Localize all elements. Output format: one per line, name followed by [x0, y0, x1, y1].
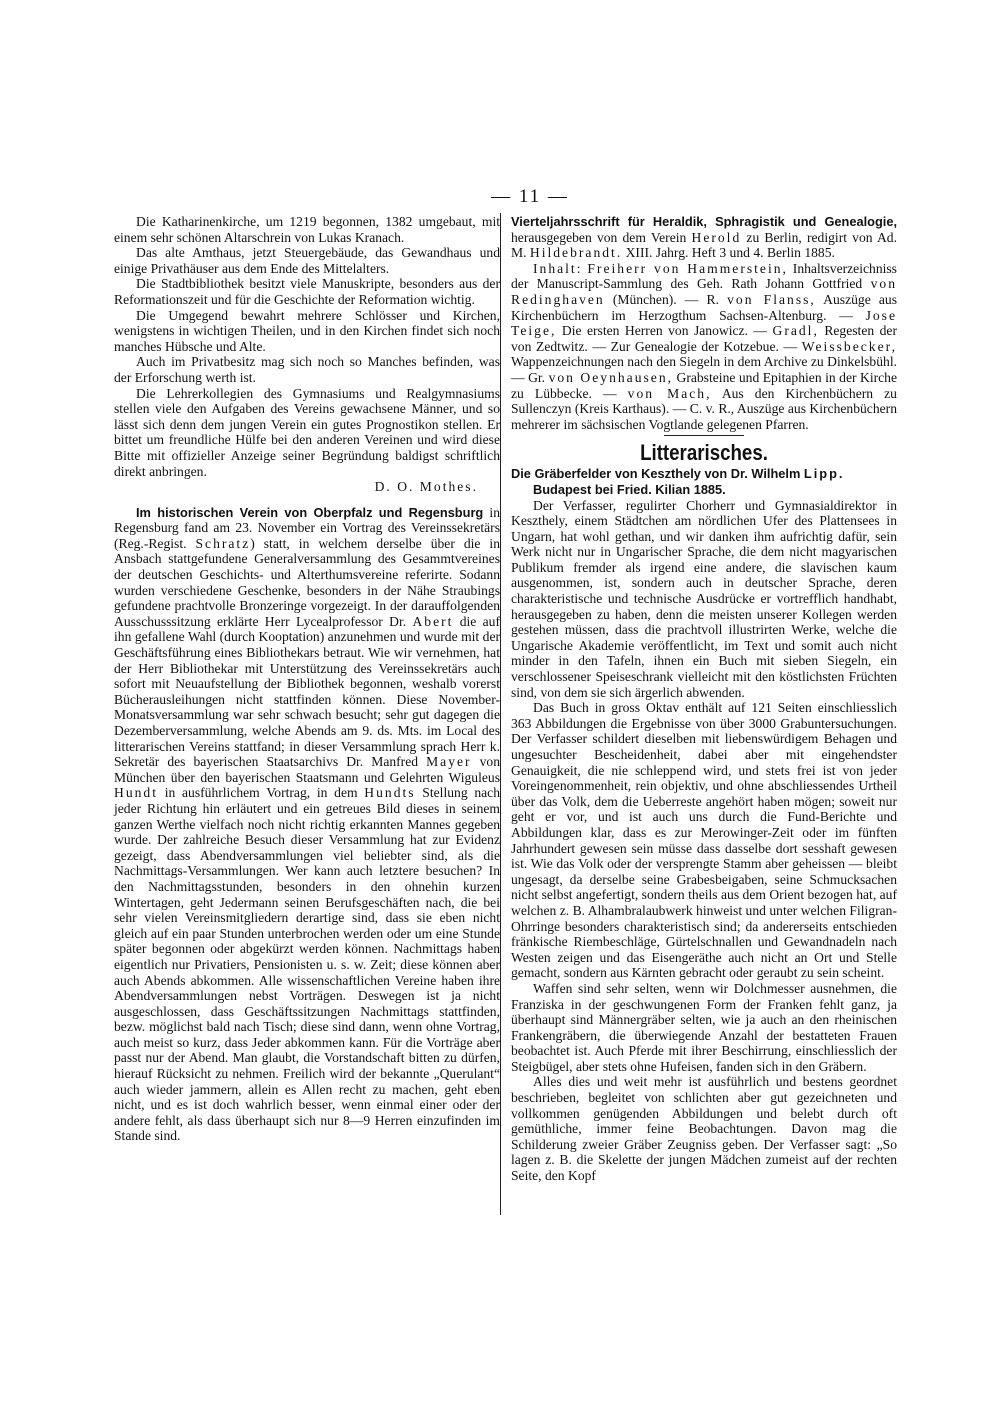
page-number: — 11 — — [491, 186, 569, 207]
text-run: XIII. Jahrg. Heft 3 und 4. Berlin 1885. — [622, 245, 835, 261]
text-run: (München). — R. — [604, 291, 728, 307]
text-run: Aus den Kirchenbüchern zu Sullenczyn (Kreis Karthaus). — C. v. R., Auszüge aus Kirchenbüchern mehrerer im sächsischen Vogtlande gelegenen Pfarren. — [511, 385, 897, 432]
paragraph: Die Katharinenkirche, um 1219 begonnen, 1382 umgebaut, mit einem sehr schönen Altarschrein von Lukas Kranach. — [114, 214, 500, 245]
text-run: ) statt, in welchem derselbe über die in Ansbach stattgefundene Generalversammlung des Gesammtvereines der deutschen Geschichts- und Alterthumsvereine referirte. Sodann wurden verschiedene Geschenke, besonders in der Nähe Straubings gefundene prachtvolle Bronzeringe vorgezeigt. In der darauffolgenden Ausschusssitzung erklärte Herr Lycealprofessor Dr. — [114, 535, 500, 629]
paragraph: Der Verfasser, regulirter Chorherr und Gymnasialdirektor in Keszthely, einem Städtchen am nördlichen Ufer des Plattensees in Ungarn, hat wohl gethan, und wir danken ihm aufrichtig dafür, sein Werk nicht nur in Ungarischer Sprache, die dem nicht magyarischen Publikum fremder als irgend eine andere, die slavischen kaum ausgenommen, ist, sondern auch in deutscher Sprache, deren charakteristische und technische Ausdrücke er vortrefflich handhabt, herausgegeben zu haben, denn die meisten unserer Kollegen werden gestehen müssen, dass die prachtvoll illustrirten Werke, welche die Ungarische Akademie veröffentlicht, im Text und somit auch nicht minder in den Tafeln, ihnen ein Buch mit sieben Siegeln, ein verschlossener Speiseschrank vielleicht mit den köstlichsten Früchten sind, von dem sie sich ärgerlich abwenden. — [511, 497, 897, 700]
regensburg-report — [114, 505, 500, 1144]
text-run: von München über den bayerischen Staatsmann und Gelehrten Wiguleus — [114, 754, 500, 785]
text-run: Auszüge aus Kirchenbüchern im Herzogthum Sachsen-Altenburg. — — [511, 291, 897, 323]
editor-name: Hildebrandt. — [529, 245, 623, 261]
text-run: in Regensburg fand am 23. November ein Vortrag des Vereinssekretärs (Reg.-Regist. — [114, 504, 500, 551]
journal-entry — [511, 214, 897, 261]
text-run: herausgegeben von dem Verein — [511, 229, 692, 245]
person-name: Gradl, — [772, 323, 819, 339]
journal-title: Vierteljahrsschrift für Heraldik, Sphragistik und Genealogie, — [511, 214, 897, 229]
journal-contents — [511, 261, 897, 433]
text-run: Die ersten Herren von Janowicz. — — [556, 323, 773, 339]
text-run: in ausführlichem Vortrag, in dem — [157, 785, 365, 801]
society-name: Herold — [691, 229, 742, 245]
paragraph: Das alte Amthaus, jetzt Steuergebäude, das Gewandhaus und einige Privathäuser aus dem Ende des Mittelalters. — [114, 245, 500, 276]
person-name: Jose Teige, — [511, 307, 897, 339]
paragraph: Die Stadtbibliothek besitzt viele Manuskripte, besonders aus der Reformationszeit und für die Geschichte der Reformation wichtig. — [114, 276, 500, 307]
paragraph: Die Umgegend bewahrt mehrere Schlösser und Kirchen, wenigstens in wichtigen Theilen, und in den Kirchen findet sich noch manches Hübsche und Alte. — [114, 307, 500, 354]
text-run: zu Berlin, redigirt von Ad. M. — [511, 229, 897, 261]
person-name: Mayer — [426, 754, 472, 770]
text-run: Wappenzeichnungen nach den Siegeln in dem Archive zu Dinkelsbühl. — Gr. — [511, 354, 897, 385]
person-name: Hundt — [114, 785, 158, 801]
column-divider — [500, 213, 501, 1215]
text-run: Regesten der von Zedtwitz. — Zur Genealogie der Kotzebue. — — [511, 323, 897, 354]
person-name: Hundts — [364, 785, 416, 801]
section-heading: Litterarisches. — [640, 440, 768, 466]
book-title — [511, 466, 897, 497]
right-column — [511, 214, 897, 1184]
text-run: Grabsteine und Epitaphien in der Kirche zu Lübbecke. — — [511, 369, 897, 401]
text-run: Budapest bei Fried. Kilian 1885. — [533, 481, 726, 497]
report-heading: Im historischen Verein von Oberpfalz und Regensburg — [136, 504, 484, 520]
paragraph: Auch im Privatbesitz mag sich noch so Manches befinden, was der Erforschung werth ist. — [114, 354, 500, 385]
text-run: die auf ihn gefallene Wahl (durch Kooptation) anzunehmen und wurde mit der Geschäftsführung eines Bibliothekars betraut. Wie wir vernehmen, hat der Herr Bibliothekar mit Unterstützung des Vereinssekretärs auch sofort mit Neuaufstellung der Bibliothek begonnen, weshalb vorerst Bücherausleihungen nicht stattfinden können. Diese November-Monatsversammlung war sehr schwach besucht; sehr gut dagegen die Dezemberversammlung, welche Abends am 9. ds. Mts. im Local des litterarischen Vereins stattfand; in dieser Versammlung sprach Herr k. Sekretär des bayerischen Staatsarchivs Dr. Manfred — [114, 613, 500, 770]
paragraph: Alles dies und weit mehr ist ausführlich und bestens geordnet beschrieben, begleitet von schlichten aber gut gezeichneten und vollkommen genügenden Abbildungen und belebt durch oft gemüthliche, immer feine Beobachtungen. Davon mag die Schilderung zweier Gräber Zeugniss geben. Der Verfasser sagt: „So lagen z. B. die Skelette der jungen Mädchen zumeist auf der rechten Seite, den Kopf — [511, 1074, 897, 1184]
paragraph: Die Lehrerkollegien des Gymnasiums und Realgymnasiums stellen viele den Aufgaben des Vereins gewachsene Männer, und so lässt sich denn dem jungen Verein ein gutes Prognostikon stellen. Er bittet um freundliche Hülfe bei den anderen Vereinen und wird diese Bitte mit offizieller Anzeige seiner Begründung baldigst schriftlich direkt anbringen. — [114, 385, 500, 479]
section-separator — [664, 435, 744, 436]
person-name: von Oeynhausen, — [548, 369, 674, 385]
paragraph: Waffen sind sehr selten, wenn wir Dolchmesser ausnehmen, die Franziska in der geschwungenen Form der Franken fehlt ganz, ja überhaupt sind Männergräber selten, wie ja auch an den rheinischen Frankengräbern, die überwiegende Anzahl der bestatteten Frauen beobachtet ist. Auch Pferde mit ihrer Beschirrung, einschliesslich der Steigbügel, aber stets ohne Hufeisen, fanden sich in den Gräbern. — [511, 980, 897, 1074]
person-name: Weissbecker, — [801, 338, 897, 354]
person-name: von Redinghaven — [511, 276, 897, 307]
left-column — [114, 214, 500, 1144]
person-name: Abert — [412, 613, 454, 629]
paragraph: Das Buch in gross Oktav enthält auf 121 Seiten einschliesslich 363 Abbildungen die Ergebnisse von über 3000 Grabuntersuchungen. Der Verfasser schildert dieselben mit liebenswürdigem Behagen und ungesuchter Bescheidenheit, dabei aber mit eingehendster Genauigkeit, die nie schleppend wird, und stets frei ist von jeder Voreingenommenheit, rein objektiv, und ohne abschliessendes Urtheil über das Volk, dem die Ueberreste angehört haben mögen; soweit nur geht er vor, und ist auch uns durch die Fund-Berichte und Abbildungen klar, dass es zur Merowinger-Zeit oder im fünften Jahrhundert gewesen sein müsse dass dasselbe dort sesshaft gewesen ist. Wie das Volk oder der versprengte Stamm aber geheissen — bleibt ungesagt, da derselbe seine Grabesbeigaben, seine Schmucksachen nicht selbst angefertigt, sondern theils aus dem Orient bezogen hat, auf welchen z. B. Alhambralaubwerk hinweist und unter welchen Filigran-Ohrringe besonders charakteristisch sind; da andererseits entschieden fränkische Riembeschläge, Gürtelschnallen und Gewandnadeln nach Westen zeigen und das Eisengeräthe auch nicht an Ort und Stelle gemacht, sondern aus Kärnten gebracht oder geraubt zu sein scheint. — [511, 700, 897, 981]
person-name: Schratz — [195, 535, 251, 551]
text-run: Die Gräberfelder von Keszthely von Dr. Wilhelm — [511, 466, 804, 482]
author-name: Lipp. — [803, 466, 845, 482]
text-run: Inhaltsverzeichniss der Manuscript-Sammlung des Geh. Rath Johann Gottfried — [511, 260, 897, 292]
text-run: Stellung nach jeder Richtung hin erläutert und ein getreues Bild dieses in seinem ganzen Werthe vielfach noch nicht richtig erkannten Mannes gegeben wurde. Der zahlreiche Besuch dieser Versammlung hat zur Evidenz gezeigt, dass Abendversammlungen viel beliebter sind, als die Nachmittags-Versammlungen. Wer kann auch letztere besuchen? In den Nachmittagsstunden, besonders in den ohnehin kurzen Wintertagen, geht Jedermann seinen Berufsgeschäften nach, die bei sehr vielen Vereinsmitgliedern derartige sind, dass sie eben nicht gleich auf ein paar Stunden unterbrochen werden oder um eine Stunde später begonnen oder abgekürzt werden können. Nachmittags haben eigentlich nur Privatiers, Pensionisten u. s. w. Zeit; diese können aber auch Abends abkommen. Alle wissenschaftlichen Vereine haben ihre Abendversammlungen nebst Vorträgen. Deswegen ist ja nicht ausgeschlossen, dass Geschäftssitzungen Nachmittags stattfinden, bezw. möglichst bald nach Tisch; diese sind dann, wenn ohne Vortrag, auch meist so kurz, dass Jeder abkommen kann. Für die Vorträge aber passt nur der Abend. Man glaubt, die Vorstandschaft bitten zu dürfen, hierauf Rücksicht zu nehmen. Freilich wird der bekannte „Querulant“ auch wieder jammern, allein es Allen recht zu machen, geht eben nicht, und es ist doch wahrlich besser, wenn einmal einer oder der andere fehlt, als dass überhaupt sich nur 8—9 Herren einzufinden im Stande sind. — [114, 785, 500, 1144]
person-name: von Flanss, — [727, 291, 816, 307]
author-signature: D. O. Mothes. — [374, 479, 478, 495]
person-name: von Mach, — [627, 385, 712, 401]
contents-label: Inhalt: — [533, 260, 583, 276]
person-name: Freiherr von Hammerstein, — [587, 260, 788, 276]
